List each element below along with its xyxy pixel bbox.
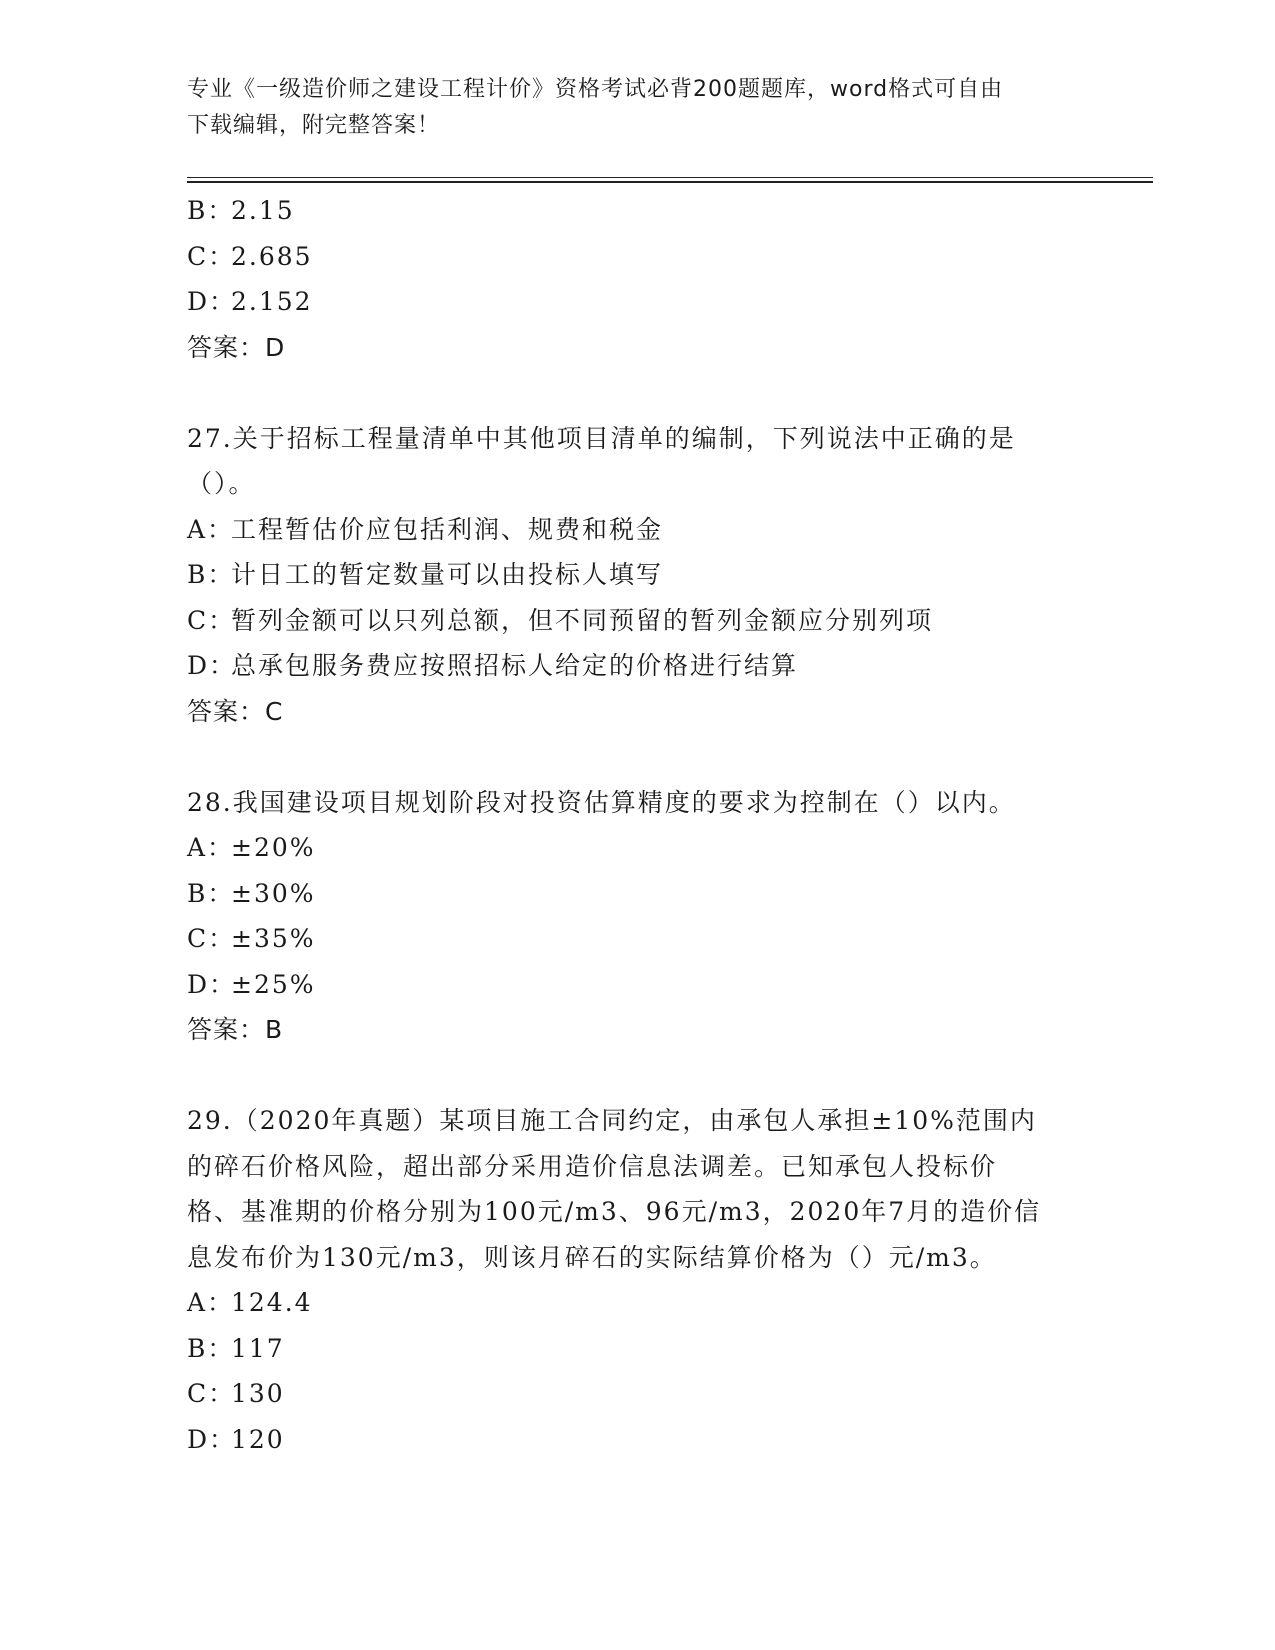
option-key: A： xyxy=(187,514,235,544)
question-stem-line: 28.我国建设项目规划阶段对投资估算精度的要求为控制在（）以内。 xyxy=(187,787,1016,817)
document-header xyxy=(187,72,1067,144)
option-key: C： xyxy=(187,241,236,271)
option-d xyxy=(187,1417,1087,1463)
option-b xyxy=(187,188,1087,234)
option-c xyxy=(187,1371,1087,1417)
question-26-tail xyxy=(187,188,1087,370)
question-29 xyxy=(187,1098,1087,1462)
option-key: D： xyxy=(187,651,237,680)
spacer xyxy=(187,1053,1087,1099)
option-key: D： xyxy=(187,969,237,999)
header-line-2: 下载编辑，附完整答案！ xyxy=(187,113,441,138)
option-d xyxy=(187,643,1087,689)
spacer xyxy=(187,734,1087,780)
option-a xyxy=(187,825,1087,871)
option-text: 124.4 xyxy=(231,1288,313,1317)
question-stem-line: （）。 xyxy=(187,469,256,498)
option-text: 2.152 xyxy=(231,287,313,316)
option-key: C： xyxy=(187,605,236,635)
option-d xyxy=(187,279,1087,325)
answer-line: 答案：B xyxy=(187,1015,284,1044)
answer-line: 答案：C xyxy=(187,696,284,726)
option-c xyxy=(187,234,1087,280)
option-text: 120 xyxy=(231,1424,285,1454)
answer-line: 答案：D xyxy=(187,332,286,362)
option-key: A： xyxy=(187,1288,235,1317)
option-text: 总承包服务费应按照招标人给定的价格进行结算 xyxy=(231,651,799,680)
option-text: 117 xyxy=(231,1333,285,1363)
question-stem-line: 的碎石价格风险，超出部分采用造价信息法调差。已知承包人投标价 xyxy=(187,1151,998,1181)
option-key: B： xyxy=(187,196,235,225)
option-b xyxy=(187,552,1087,598)
option-key: B： xyxy=(187,878,235,908)
option-text: 2.685 xyxy=(231,241,313,271)
option-a xyxy=(187,507,1087,553)
option-key: B： xyxy=(187,1333,235,1363)
header-line-1: 专业《一级造价师之建设工程计价》资格考试必背200题题库，word格式可自由 xyxy=(187,77,1004,102)
option-text: ±35% xyxy=(231,924,316,953)
option-text: 工程暂估价应包括利润、规费和税金 xyxy=(231,514,664,544)
option-text: 2.15 xyxy=(231,196,295,225)
option-text: 计日工的暂定数量可以由投标人填写 xyxy=(231,560,664,589)
option-a xyxy=(187,1280,1087,1326)
spacer xyxy=(187,370,1087,416)
option-key: B： xyxy=(187,560,235,589)
option-c xyxy=(187,598,1087,644)
question-stem-line: 格、基准期的价格分别为100元/m3、96元/m3，2020年7月的造价信 xyxy=(187,1197,1042,1226)
option-text: ±25% xyxy=(231,969,316,999)
option-text: ±30% xyxy=(231,878,316,908)
option-key: D： xyxy=(187,287,237,316)
option-text: 暂列金额可以只列总额，但不同预留的暂列金额应分别列项 xyxy=(231,605,934,635)
question-stem-line: 27.关于招标工程量清单中其他项目清单的编制，下列说法中正确的是 xyxy=(187,423,1016,453)
question-27 xyxy=(187,416,1087,735)
option-text: ±20% xyxy=(231,833,316,862)
question-stem-line: 29.（2020年真题）某项目施工合同约定，由承包人承担±10%范围内 xyxy=(187,1106,1037,1135)
question-stem-line: 息发布价为130元/m3，则该月碎石的实际结算价格为（）元/m3。 xyxy=(187,1242,997,1272)
header-divider-thin xyxy=(187,177,1153,178)
header-divider-thick xyxy=(187,181,1153,183)
option-key: C： xyxy=(187,924,236,953)
option-b xyxy=(187,871,1087,917)
option-key: C： xyxy=(187,1379,236,1408)
option-key: A： xyxy=(187,833,235,862)
option-c xyxy=(187,916,1087,962)
option-key: D： xyxy=(187,1424,237,1454)
option-b xyxy=(187,1326,1087,1372)
option-d xyxy=(187,962,1087,1008)
question-content xyxy=(187,188,1087,1462)
question-28 xyxy=(187,780,1087,1053)
option-text: 130 xyxy=(231,1379,285,1408)
